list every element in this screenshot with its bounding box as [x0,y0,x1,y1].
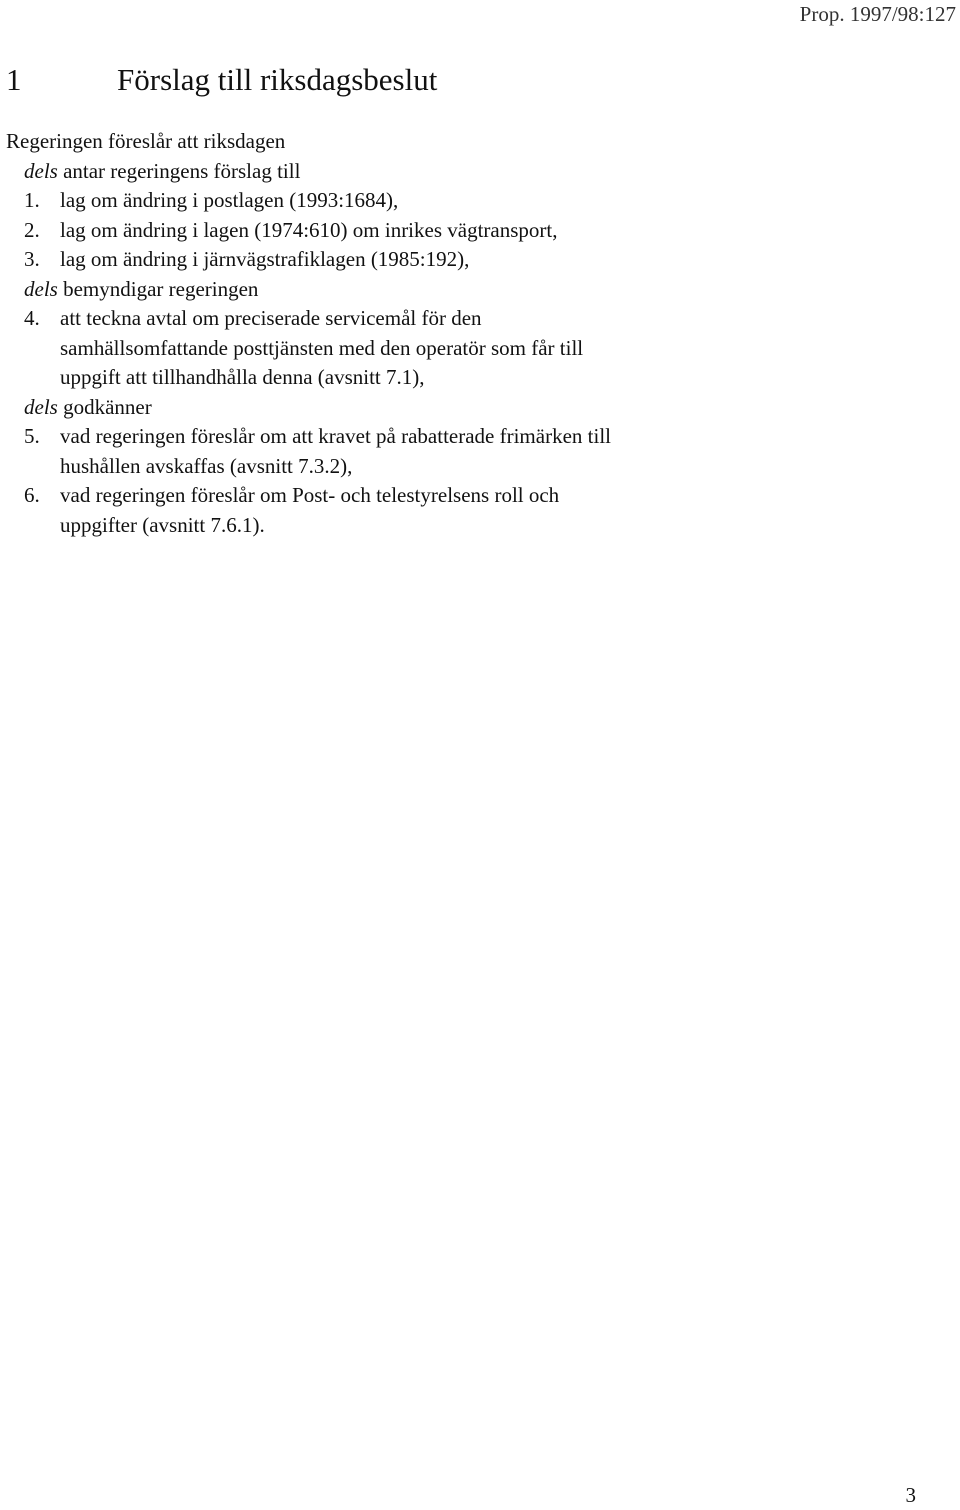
dels-keyword: dels [24,158,58,183]
list-item-text: vad regeringen föreslår om att kravet på rabatterade frimärken till [60,424,611,448]
list-item-text: lag om ändring i postlagen (1993:1684), [60,188,399,212]
section-title: Förslag till riksdagsbeslut [117,62,438,97]
dels-bemyndigar-line [6,275,946,305]
page-number: 3 [905,1483,916,1507]
list-item-3 [6,245,946,275]
dels-antar-line [6,157,946,187]
list-item-text: hushållen avskaffas (avsnitt 7.3.2), [60,453,353,478]
dels-godkanner-text: godkänner [57,394,152,419]
list-item-number: 2. [24,217,40,242]
list-item-text: uppgifter (avsnitt 7.6.1). [60,512,265,537]
list-item-text: att teckna avtal om preciserade servicemål för den [60,306,482,330]
dels-keyword: dels [24,394,58,419]
list-item-4 [6,304,946,393]
dels-antar-text: antar regeringens förslag till [57,158,301,183]
proposal-body [6,127,946,540]
list-item-6 [6,481,946,540]
list-item-1 [6,186,946,216]
list-item-text: uppgift att tillhandhålla denna (avsnitt 7.1), [60,365,425,389]
list-item-text: lag om ändring i lagen (1974:610) om inrikes vägtransport, [60,217,558,242]
list-item-number: 6. [24,483,40,507]
list-item-text: lag om ändring i järnvägstrafiklagen (1985:192), [60,247,470,271]
list-item-number: 3. [24,247,40,271]
list-item-text: samhällsomfattande posttjänsten med den operatör som får till [60,335,584,360]
list-item-number: 4. [24,306,40,330]
list-item-number: 1. [24,188,40,212]
dels-bemyndigar-text: bemyndigar regeringen [57,276,259,301]
list-item-5 [6,422,946,481]
dels-godkanner-line [6,393,946,423]
list-item-text: vad regeringen föreslår om Post- och telestyrelsens roll och [60,483,560,507]
section-heading [6,60,437,100]
list-item-2 [6,216,946,246]
section-number: 1 [6,62,22,97]
document-reference: Prop. 1997/98:127 [799,2,956,26]
intro-text: Regeringen föreslår att riksdagen [6,129,286,153]
list-item-number: 5. [24,424,40,448]
dels-keyword: dels [24,276,58,301]
